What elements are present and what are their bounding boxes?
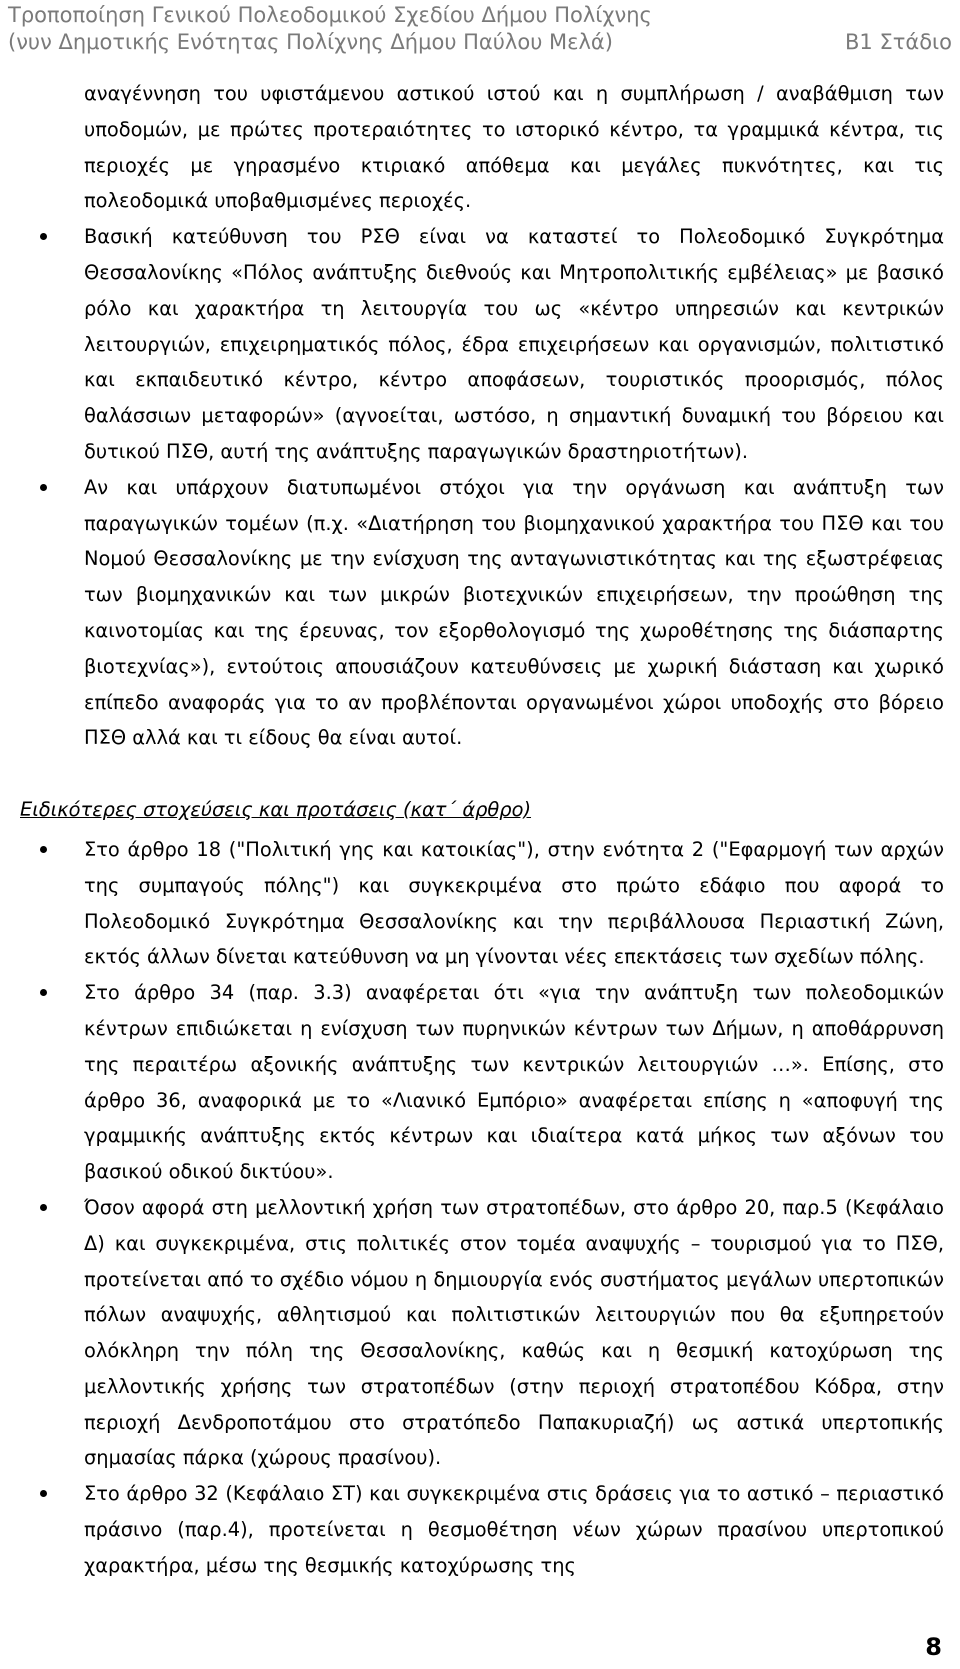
list-item-text: Στο άρθρο 32 (Κεφάλαιο ΣΤ) και συγκεκριμένα στις δράσεις για το αστικό – περιαστικό πράσινο (παρ.4), προτείνεται η θεσμοθέτηση νέων χώρων πρασίνου υπερτοπικού χαρακτήρα, μέσω της θεσμικής κατοχύρωσης της [84, 1482, 944, 1577]
list-item [20, 219, 944, 470]
page-number: 8 [925, 1633, 942, 1661]
bullet-icon [40, 484, 47, 491]
list-item [20, 470, 944, 756]
bullet-icon [40, 1204, 47, 1211]
list-item [20, 832, 944, 975]
document-body [20, 76, 944, 1584]
list-item [20, 975, 944, 1190]
bullet-list-top [20, 219, 944, 756]
list-item-text: Όσον αφορά στη μελλοντική χρήση των στρατοπέδων, στο άρθρο 20, παρ.5 (Κεφάλαιο Δ) και συγκεκριμένα, στις πολιτικές στον τομέα αναψυχής – τουρισμού για το ΠΣΘ, προτείνεται από το σχέδιο νόμου η δημιουργία ενός συστήματος μεγάλων υπερτοπικών πόλων αναψυχής, αθλητισμού και πολιτιστικών λειτουργιών που θα εξυπηρετούν ολόκληρη την πόλη της Θεσσαλονίκης, καθώς και η θεσμική κατοχύρωση της μελλοντικής χρήσης των στρατοπέδων (στην περιοχή στρατοπέδου Κόδρα, στην περιοχή Δενδροποτάμου στο στρατόπεδο Παπακυριαζή) ως αστικά υπερτοπικής σημασίας πάρκα (χώρους πρασίνου). [84, 1195, 944, 1470]
list-item-text: Στο άρθρο 18 ("Πολιτική γης και κατοικίας"), στην ενότητα 2 ("Εφαρμογή των αρχών της συμπαγούς πόλης") και συγκεκριμένα στο πρώτο εδάφιο που αφορά το Πολεοδομικό Συγκρότημα Θεσσαλονίκης και την περιβάλλουσα Περιαστική Ζώνη, εκτός άλλων δίνεται κατεύθυνση να μη γίνονται νέες επεκτάσεις των σχεδίων πόλης. [84, 837, 944, 969]
bullet-icon [40, 1490, 47, 1497]
page-header [8, 2, 952, 56]
header-stage: Β1 Στάδιο [845, 30, 952, 54]
list-item [20, 1190, 944, 1476]
header-line2 [8, 29, 952, 56]
list-item-text: Στο άρθρο 34 (παρ. 3.3) αναφέρεται ότι «για την ανάπτυξη των πολεοδομικών κέντρων επιδιώκεται η ενίσχυση των πυρηνικών κέντρων των Δήμων, η αποθάρρυνση της περαιτέρω αξονικής ανάπτυξης των κεντρικών λειτουργιών …». Επίσης, στο άρθρο 36, αναφορικά με το «Λιανικό Εμπόριο» αναφέρεται επίσης η «αποφυγή της γραμμικής ανάπτυξης εκτός κέντρων και ιδιαίτερα κατά μήκος των αξόνων του βασικού οδικού δικτύου». [84, 981, 944, 1184]
bullet-list-section [20, 832, 944, 1584]
header-title-line2: (νυν Δημοτικής Ενότητας Πολίχνης Δήμου Παύλου Μελά) [8, 30, 613, 54]
list-item-text: Βασική κατεύθυνση του ΡΣΘ είναι να καταστεί το Πολεοδομικό Συγκρότημα Θεσσαλονίκης «Πόλος ανάπτυξης διεθνούς και Μητροπολιτικής εμβέλειας» με βασικό ρόλο και χαρακτήρα τη λειτουργία του ως «κέντρο υπηρεσιών και κεντρικών λειτουργιών, επιχειρηματικός πόλος, έδρα επιχειρήσεων και οργανισμών, πολιτιστικό και εκπαιδευτικό κέντρο, κέντρο αποφάσεων, τουριστικός προορισμός, πόλος θαλάσσιων μεταφορών» (αγνοείται, ωστόσο, η σημαντική δυναμική του βόρειου και δυτικού ΠΣΘ, αυτή της ανάπτυξης παραγωγικών δραστηριοτήτων). [84, 225, 944, 463]
list-item [20, 1476, 944, 1583]
section-heading: Ειδικότερες στοχεύσεις και προτάσεις (κατ΄ άρθρο) [20, 798, 532, 822]
bullet-icon [40, 846, 47, 853]
list-item-text: Αν και υπάρχουν διατυπωμένοι στόχοι για την οργάνωση και ανάπτυξη των παραγωγικών τομέων (π.χ. «Διατήρηση του βιομηχανικού χαρακτήρα του ΠΣΘ και του Νομού Θεσσαλονίκης με την ενίσχυση της ανταγωνιστικότητας και της εξωστρέφειας των βιομηχανικών και των μικρών βιοτεχνικών επιχειρήσεων, την προώθηση της καινοτομίας και της έρευνας, τον εξορθολογισμό της χωροθέτησης της διάσπαρτης βιοτεχνίας»), εντούτοις απουσιάζουν κατευθύνσεις με χωρική διάσταση και χωρικό επίπεδο αναφοράς για το αν προβλέπονται οργανωμένοι χώροι υποδοχής στο βόρειο ΠΣΘ αλλά και τι είδους θα είναι αυτοί. [84, 475, 944, 750]
bullet-icon [40, 989, 47, 996]
bullet-icon [40, 233, 47, 240]
header-title-line1: Τροποποίηση Γενικού Πολεοδομικού Σχεδίου Δήμου Πολίχνης [8, 3, 652, 27]
intro-paragraph: αναγέννηση του υφιστάμενου αστικού ιστού και η συμπλήρωση / αναβάθμιση των υποδομών, με πρώτες προτεραιότητες το ιστορικό κέντρο, τα γραμμικά κέντρα, τις περιοχές με γηρασμένο κτιριακό απόθεμα και μεγάλες πυκνότητες, και τις πολεοδομικά υποβαθμισμένες περιοχές. [84, 82, 944, 213]
